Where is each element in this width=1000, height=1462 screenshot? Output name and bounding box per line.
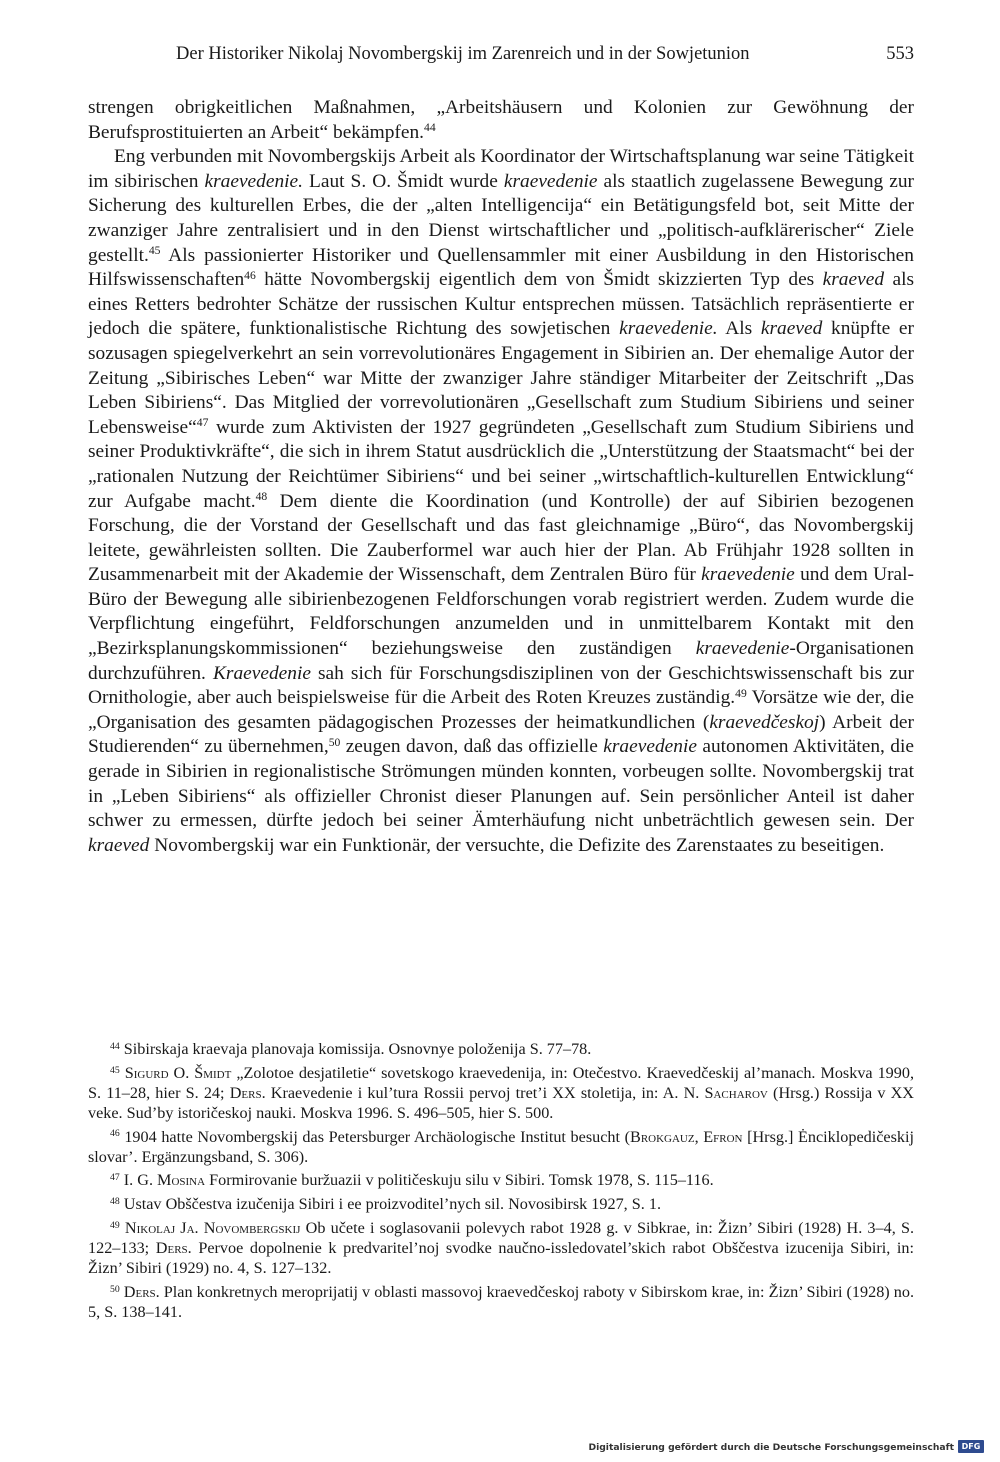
footnote-ref: 45	[148, 244, 161, 258]
italic-term: kraeved	[88, 834, 150, 856]
italic-term: kraeved	[760, 318, 823, 340]
running-header	[88, 44, 914, 74]
footnote-ref: 44	[424, 121, 436, 135]
author-name: Ders.	[229, 1083, 266, 1102]
author-name: Ders.	[123, 1282, 160, 1301]
page-number: 553	[886, 44, 914, 64]
footnote-ref: 48	[255, 490, 268, 504]
footnote-ref: 47	[196, 416, 209, 430]
footnote-ref: 46	[244, 268, 256, 282]
paragraph: strengen obrigkeitlichen Maßnahmen, „Arbeitshäusern und Kolonien zur Gewöhnung der Berufsprostituierten an Arbeit“ bekämpfen.$^{44}$	[88, 97, 914, 143]
footnote-48: $^{48}$ Ustav Obščestva izučenija Sibiri i ee proizvoditel’nych sil. Novosibirsk 1927, S. 1.	[110, 1195, 662, 1214]
footnote-46: $^{46}$ 1904 hatte Novombergskij das Petersburger Archäologische Institut besucht (Brokgauz, Efron [Hrsg.] Ėnciklopedičeskij slovar’. Ergänzungsband, S. 306).	[88, 1127, 914, 1166]
italic-term: kraevedenie.	[204, 170, 304, 192]
italic-term: kraevedčeskoj	[709, 711, 820, 733]
italic-term: kraevedenie	[503, 170, 598, 192]
digitization-credit	[588, 1440, 990, 1456]
author-name: Mosina	[157, 1171, 206, 1190]
author-name: Brokgauz, Efron	[630, 1127, 743, 1146]
italic-term: kraevedenie.	[619, 318, 718, 340]
author-name: Sacharov	[704, 1083, 768, 1102]
footnote-ref: 49	[735, 686, 747, 700]
footnote-ref: 50	[328, 736, 341, 750]
italic-term: kraevedenie	[603, 736, 697, 758]
italic-term: Kraevedenie	[212, 662, 311, 684]
dfg-logo-icon: DFG	[958, 1440, 984, 1453]
author-name: Nikolaj Ja. Novombergskij	[124, 1219, 301, 1238]
paragraph: Eng verbunden mit Novombergskijs Arbeit als Koordinator der Wirtschaftsplanung war seine Tätigkeit im sibirischen kraevedenie. Laut S. O. Šmidt wurde kraevedenie als staatlich zugelassene Bewegung zur Sicherung des kulturellen Erbes, die der „alten Intelligencija“ ein Betätigungsfeld bot, seit Mitte der zwanziger Jahre zentralisiert und in den Dienst wirtschaftlicher und „politisch-aufklärerischer“ Ziele gestellt.$^{45}$ Als passionierter Historiker und Quellensammler mit einer Ausbildung in den Historischen Hilfswissenschaften$^{46}$ hätte Novombergskij eigentlich dem von Šmidt skizzierten Typ des kraeved als eines Retters bedrohter Schätze der russischen Kultur entsprechen müssen. Tatsächlich repräsentierte er jedoch die spätere, funktionalistische Richtung des sowjetischen kraevedenie. Als kraeved knüpfte er sozusagen spiegelverkehrt an sein vorrevolutionäres Engagement in Sibirien an. Der ehemalige Autor der Zeitung „Sibirisches Leben“ war Mitte der zwanziger Jahre ständiger Mitarbeiter der Zeitschrift „Das Leben Sibiriens“. Das Mitglied der vorrevolutionären „Gesellschaft zum Studium Sibiriens und seiner Lebensweise“$^{47}$ wurde zum Aktivisten der 1927 gegründeten „Gesellschaft zum Studium Sibiriens und seiner Produktivkräfte“, die sich in ihrem Statut ausdrücklich die „Unterstützung der Staatsmacht“ bei der „rationalen Nutzung der Reichtümer Sibiriens“ und bei seiner „wirtschaftlich-kulturellen Entwicklung“ zur Aufgabe macht.$^{48}$ Dem diente die Koordination (und Kontrolle) der auf Sibirien bezogenen Forschung, die der Vorstand der Gesellschaft und das fast gleichnamige „Büro“, das Novombergskij leitete, gewährleisten sollten. Die Zauberformel war auch hier der Plan. Ab Frühjahr 1928 sollten in Zusammenarbeit mit der Akademie der Wissenschaft, dem Zentralen Büro für kraevedenie und dem Ural-Büro der Bewegung alle sibirienbezogenen Feldforschungen vorab registriert werden. Zudem wurde die Verpflichtung eingeführt, Feldforschungen anzumelden und in unmittelbarem Kontakt mit den „Bezirksplanungskommissionen“ beziehungsweise den zuständigen kraevedenie-Organisationen durchzuführen. Kraevedenie sah sich für Forschungsdisziplinen von der Geschichtswissenschaft bis zur Ornithologie, aber auch beispielsweise für die Arbeit des Roten Kreuzes zuständig.$^{49}$ Vorsätze wie der, die „Organisation des gesamten pädagogischen Prozesses der heimatkundlichen (kraevedčeskoj) Arbeit der Studierenden“ zu übernehmen,$^{50}$ zeugen davon, daß das offizielle kraevedenie autonomen Aktivitäten, die gerade in Sibirien in regionalistische Strömungen münden konnten, vorbeugen sollte. Novombergskij trat in „Leben Sibiriens“ als offizieller Chronist dieser Planungen auf. Sein persönlicher Anteil ist daher schwer zu ermessen, dürfte jedoch bei seiner Ämterhäufung nicht unbeträchtlich gewesen sein. Der kraeved Novombergskij war ein Funktionär, der versuchte, die Defizite des Zarenstaates zu beseitigen.	[88, 146, 915, 856]
italic-term: kraevedenie	[701, 564, 795, 586]
body-text	[88, 96, 914, 858]
footnote-45: $^{45}$ Sigurd O. Šmidt „Zolotoe desjatiletie“ sovetskogo kraevedenija, in: Otečestvo. Kraevedčeskij al’manach. Moskva 1990, S. 11–28, hier S. 24; Ders. Kraevedenie i kul’tura Rossii pervoj tret’i XX stoletija, in: A. N. Sacharov (Hrsg.) Rossija v XX veke. Sud’by istoričeskoj nauki. Moskva 1996. S. 496–505, hier S. 500.	[88, 1063, 915, 1122]
footnote-49: $^{49}$ Nikolaj Ja. Novombergskij Ob učete i soglasovanii polevych rabot 1928 g. v Sibkrae, in: Žizn’ Sibiri (1928) H. 3–4, S. 122–133; Ders. Pervoe dopolnenie k predvaritel’noj svodke naučno-issledovatel’skich rabot Obščestva izucenija Sibiri, in: Žizn’ Sibiri (1929) no. 4, S. 127–132.	[88, 1219, 915, 1278]
italic-term: kraeved	[822, 269, 885, 291]
footnote-44: $^{44}$ Sibirskaja kraevaja planovaja komissija. Osnovnye položenija S. 77–78.	[110, 1040, 592, 1058]
author-name: Sigurd O. Šmidt	[124, 1063, 232, 1082]
footnote-47: $^{47}$ I. G. Mosina Formirovanie buržuazii v političeskuju silu v Sibiri. Tomsk 1978, S. 115–116.	[110, 1171, 714, 1190]
italic-term: kraevedenie	[695, 638, 790, 660]
credit-text: Digitalisierung gefördert durch die Deutsche Forschungsgemeinschaft	[588, 1442, 954, 1453]
running-title: Der Historiker Nikolaj Novombergskij im Zarenreich und in der Sowjetunion	[176, 44, 750, 64]
footnote-50: $^{50}$ Ders. Plan konkretnych meroprijatij v oblasti massovoj kraevedčeskoj raboty v Sibirskom krae, in: Žizn’ Sibiri (1928) no. 5, S. 138–141.	[88, 1282, 914, 1321]
footnotes	[88, 1040, 914, 1327]
author-name: Ders.	[155, 1239, 192, 1258]
